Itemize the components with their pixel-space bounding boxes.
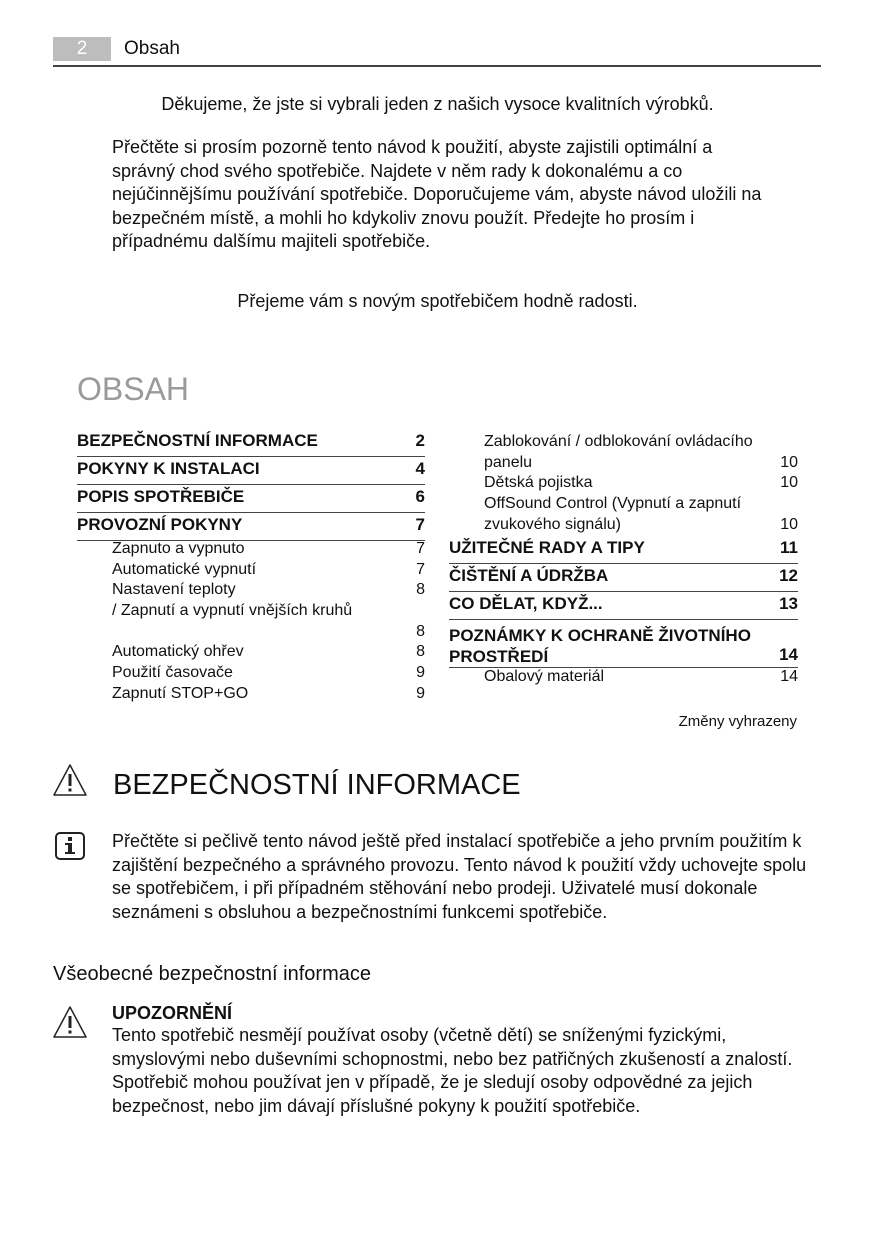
toc-subentry[interactable]	[484, 432, 798, 473]
toc-entry-label: Obalový materiál	[484, 668, 605, 685]
toc-entry-label: ČIŠTĚNÍ A ÚDRŽBA	[449, 566, 609, 585]
toc-entry-label: POZNÁMKY K OCHRANĚ ŽIVOTNÍHO PROSTŘEDÍ	[449, 626, 751, 666]
toc-entry-label: Dětská pojistka	[484, 474, 593, 491]
changes-note: Změny vyhrazeny	[678, 713, 797, 730]
toc-entry-page: 8	[416, 581, 425, 598]
toc-subentry[interactable]	[112, 684, 425, 705]
toc-entry-page: 11	[780, 538, 798, 557]
toc-entry-page: 4	[415, 459, 425, 478]
toc-subentry[interactable]	[112, 560, 425, 581]
toc-entry-label: POPIS SPOTŘEBIČE	[77, 487, 245, 506]
toc-entry-page: 10	[780, 474, 798, 491]
toc-entry-page: 9	[416, 685, 425, 702]
toc-entry-label: Použití časovače	[112, 664, 233, 681]
toc-entry[interactable]	[77, 513, 425, 541]
warning-icon	[52, 1005, 88, 1039]
toc-entry-page: 9	[416, 664, 425, 681]
subsection-heading: Všeobecné bezpečnostní informace	[53, 963, 371, 985]
info-paragraph: Přečtěte si pečlivě tento návod ještě před instalací spotřebiče a jeho prvním použitím k zajištění bezpečného a správného provozu. Tento návod k použití vždy uchovejte spolu se spotřebičem, i při případném stěhování nebo prodeji. Uživatelé musí dokonale seznámeni s obsluhou a bezpečnostními funkcemi spotřebiče.	[112, 831, 807, 922]
toc-subentry[interactable]	[112, 580, 425, 601]
toc-entry[interactable]	[449, 620, 798, 668]
toc-entry-label: Automatický ohřev	[112, 643, 244, 660]
toc-entry-label: PROVOZNÍ POKYNY	[77, 515, 243, 534]
toc-subentry[interactable]	[484, 667, 798, 688]
toc-entry-page: 8	[416, 643, 425, 660]
toc-entry-label: BEZPEČNOSTNÍ INFORMACE	[77, 431, 318, 450]
toc-entry-page: 7	[415, 515, 425, 534]
toc-entry[interactable]	[77, 429, 425, 457]
toc-subentry[interactable]	[112, 642, 425, 663]
toc-entry-page: 10	[780, 453, 798, 471]
warning-paragraph: Tento spotřebič nesmějí používat osoby (včetně dětí) se sníženými fyzickými, smyslovými nebo duševními schopnostmi, nebo bez patřičných zkušeností a znalostí. Spotřebič mohou používat jen v případě, že je sledují osoby odpovědné za jejich bezpečnost, nebo jim dávají příslušné pokyny k použití spotřebiče.	[112, 1025, 793, 1116]
toc-entry-label: CO DĚLAT, KDYŽ...	[449, 594, 603, 613]
toc-entry-label: / Zapnutí a vypnutí vnějších kruhů	[112, 602, 353, 619]
toc-entry-label: Zapnuto a vypnuto	[112, 540, 245, 557]
toc-entry-label: UŽITEČNÉ RADY A TIPY	[449, 538, 645, 557]
toc-entry-label: POKYNY K INSTALACI	[77, 459, 260, 478]
toc-entry[interactable]	[449, 564, 798, 592]
toc-entry-label: Automatické vypnutí	[112, 561, 257, 578]
warning-label: UPOZORNĚNÍ	[112, 1003, 233, 1023]
toc-entry-page: 8	[416, 622, 425, 640]
toc-subentry[interactable]	[112, 663, 425, 684]
toc-entry-page: 2	[415, 431, 425, 450]
info-icon	[55, 832, 85, 860]
warning-icon	[52, 763, 88, 797]
toc-entry-label: Zablokování / odblokování ovládacího panelu	[484, 433, 753, 471]
header-title: Obsah	[124, 38, 180, 59]
toc-entry-page: 12	[779, 566, 798, 585]
toc-entry-page: 10	[780, 515, 798, 533]
toc-entry-label: Zapnutí STOP+GO	[112, 685, 249, 702]
toc-subentry[interactable]	[484, 494, 798, 535]
toc-entry[interactable]	[449, 536, 798, 564]
toc-entry-page: 7	[416, 540, 425, 557]
header-divider	[53, 65, 821, 67]
toc-entry-page: 7	[416, 561, 425, 578]
toc-entry[interactable]	[77, 485, 425, 513]
intro-thanks: Děkujeme, že jste si vybrali jeden z našich vysoce kvalitních výrobků.	[161, 94, 714, 114]
intro-paragraph: Přečtěte si prosím pozorně tento návod k použití, abyste zajistili optimální a správný chod svého spotřebiče. Najdete v něm rady k dokonalému a co nejúčinnějšímu používání spotřebiče. Doporučujeme vám, abyste návod uložili na bezpečném místě, a mohli ho kdykoliv znovu použít. Předejte ho prosím i případnému dalšímu majiteli spotřebiče.	[112, 137, 762, 251]
toc-subentry[interactable]	[484, 473, 798, 494]
toc-entry-page: 13	[779, 594, 798, 613]
toc-title: OBSAH	[77, 371, 190, 407]
toc-entry[interactable]	[449, 592, 798, 620]
section-title: BEZPEČNOSTNÍ INFORMACE	[113, 769, 521, 801]
toc-entry-label: OffSound Control (Vypnutí a zapnutí zvukového signálu)	[484, 495, 742, 533]
toc-entry[interactable]	[77, 457, 425, 485]
toc-entry-page: 14	[779, 645, 798, 664]
page-number: 2	[53, 37, 111, 61]
toc-subentry[interactable]	[112, 539, 425, 560]
toc-subentry[interactable]	[112, 601, 425, 642]
toc-entry-page: 14	[780, 668, 798, 685]
toc-entry-label: Nastavení teploty	[112, 581, 236, 598]
intro-wish: Přejeme vám s novým spotřebičem hodně radosti.	[237, 291, 638, 311]
toc-entry-page: 6	[415, 487, 425, 506]
